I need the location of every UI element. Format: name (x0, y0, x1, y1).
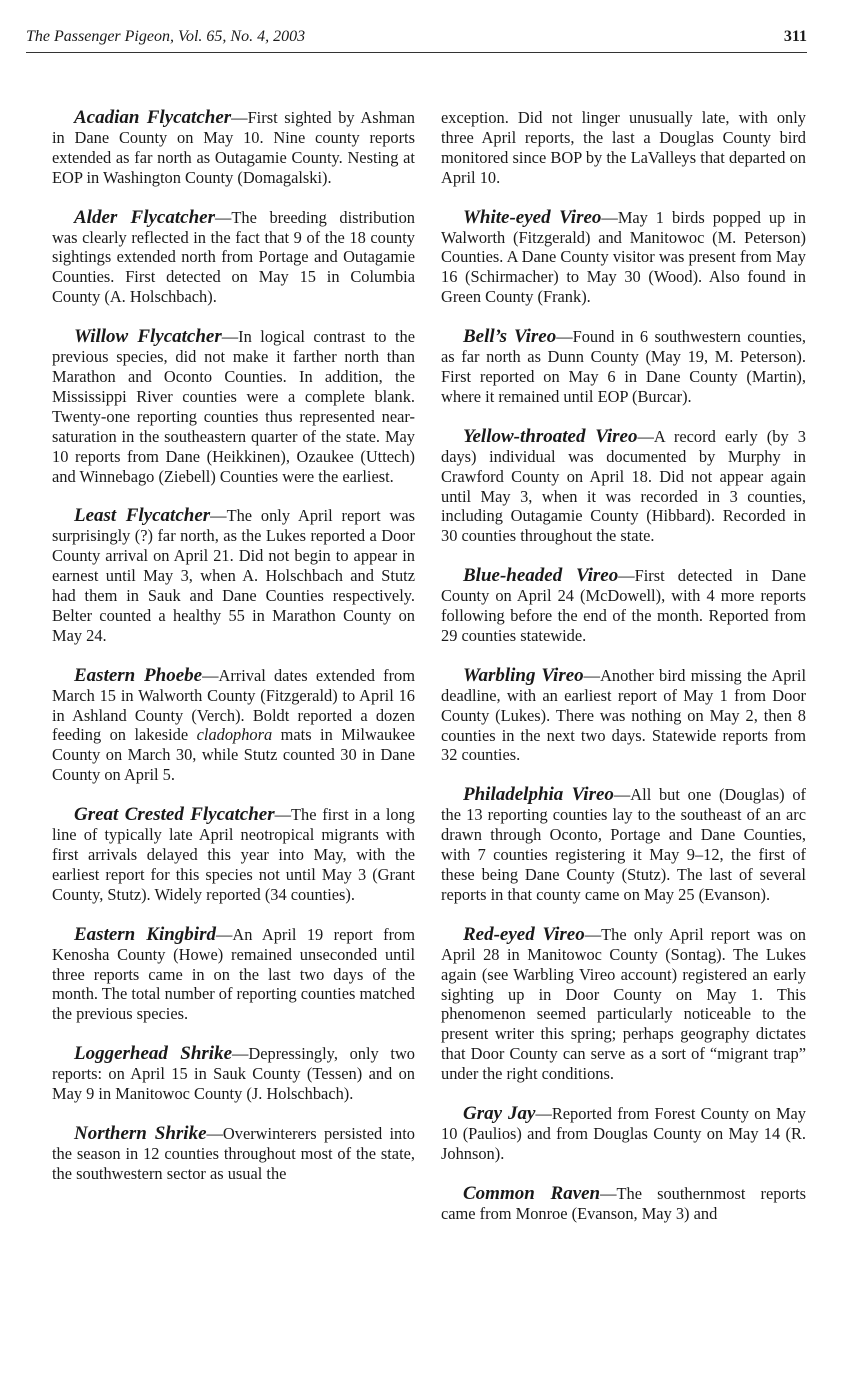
species-account (52, 666, 415, 785)
account-text: Found in 6 southwestern counties, as far north as Dunn County (May 19, M. Peterson). First reported on May 6 in Dane County (Martin), where it remained until EOP (Burcar). (441, 327, 806, 406)
species-account (441, 1104, 806, 1164)
em-dash: — (584, 924, 602, 944)
species-account (441, 427, 806, 546)
account-text: An April 19 report from Kenosha County (Howe) remained unseconded until three reports came in on the last two days of the month. The total number of reporting counties matched the previous species. (52, 924, 415, 1024)
account-text: The only April report was surprisingly (?) far north, as the Lukes reported a Door County arrival on April 21. Did not begin to appear in earnest until May 3, when A. Holschbach and Stutz had them in Sauk and Dane Counties respectively. Belter counted a healthy 55 in Marathon County on May 24. (52, 506, 415, 645)
species-account (441, 1184, 806, 1224)
species-account (52, 108, 415, 188)
em-dash: — (210, 506, 227, 526)
em-dash: — (556, 327, 573, 347)
species-account (52, 327, 415, 486)
species-name: Blue-headed Vireo (463, 565, 619, 587)
species-name: Common Raven (463, 1182, 601, 1204)
account-text: The southernmost reports came from Monroe (Evanson, May 3) and (441, 1183, 806, 1223)
species-account (441, 208, 806, 308)
species-name: Gray Jay (463, 1103, 536, 1125)
em-dash: — (202, 665, 219, 685)
em-dash: — (231, 108, 248, 127)
em-dash: — (206, 1123, 223, 1143)
species-account (52, 208, 415, 308)
em-dash: — (618, 566, 635, 586)
species-name: Alder Flycatcher (74, 206, 215, 228)
page-number: 311 (783, 28, 807, 45)
species-account (52, 925, 415, 1025)
species-account (441, 785, 806, 904)
em-dash: — (535, 1104, 552, 1124)
species-name: Least Flycatcher (74, 505, 211, 527)
species-name: Red-eyed Vireo (463, 923, 585, 945)
species-name: Eastern Phoebe (74, 664, 203, 686)
account-text: A record early (by 3 days) individual was documented by Murphy in Crawford County on April 18. Did not appear again until May 3, when it was recorded in 3 counties, including Outagamie County (Hibbard). Recorded in 30 counties throughout the state. (441, 426, 806, 546)
species-name: Willow Flycatcher (74, 326, 222, 348)
species-name: Philadelphia Vireo (463, 784, 614, 806)
species-account (52, 1044, 415, 1104)
right-column (441, 108, 806, 1244)
left-column (52, 108, 415, 1204)
species-account (441, 327, 806, 407)
account-text: Depressingly, only two reports: on April 15 in Sauk County (Tessen) and on May 9 in Manitowoc County (J. Holschbach). (52, 1044, 415, 1104)
account-text: Arrival dates extended from March 15 in Walworth County (Fitzgerald) to April 16 in Ashland County (Verch). Boldt reported a dozen feeding on lakeside (52, 665, 415, 745)
species-account (441, 666, 806, 766)
em-dash: — (583, 665, 601, 685)
account-text: The breeding distribution was clearly reflected in the fact that 9 of the 18 county sightings extended north from Portage and Outagamie Counties. First detected on May 15 in Columbia County (A. Holschbach). (52, 207, 415, 307)
em-dash: — (221, 327, 239, 347)
header-rule (26, 52, 807, 53)
account-text: All but one (Douglas) of the 13 reporting counties lay to the southeast of an arc drawn through Oconto, Portage and Dane Counties, with 7 counties registering it May 9–12, the first of these being Dane County (Stutz). The last of several reports in that county came on May 25 (Evanson). (441, 785, 806, 904)
account-text: In logical contrast to the previous species, did not make it farther north than Marathon and Oconto Counties. In addition, the Mississippi River counties were a complete blank. Twenty-one reporting counties thus represented near-saturation in the southeastern quarter of the state. May 10 reports from Dane (Heikkinen), Ozaukee (Uttech) and Winnebago (Ziebell) Counties were the earliest. (52, 327, 415, 486)
species-name: Acadian Flycatcher (74, 107, 232, 128)
account-text: Overwinterers persisted into the season in 12 counties throughout most of the state, the southwestern sector as usual the (52, 1123, 415, 1183)
species-account (52, 506, 415, 645)
em-dash: — (215, 924, 233, 944)
em-dash: — (613, 785, 631, 805)
account-text: May 1 birds popped up in Walworth (Fitzgerald) and Manitowoc (M. Peterson) Counties. A Dane County visitor was present from May 16 (Schirmacher) to May 30 (Wood). Also found in Green County (Frank). (441, 207, 806, 307)
species-name: Northern Shrike (74, 1122, 207, 1144)
continued-text: exception. Did not linger unusually late, with only three April reports, the last a Douglas County bird monitored since BOP by the LaValleys that departed on April 10. (441, 108, 806, 187)
species-account (441, 566, 806, 646)
em-dash: — (601, 207, 618, 227)
journal-title: The Passenger Pigeon, Vol. 65, No. 4, 2003 (26, 28, 306, 45)
em-dash: — (637, 426, 654, 446)
species-account (441, 925, 806, 1084)
account-text: The only April report was on April 28 in Manitowoc County (Sontag). The Lukes again (see Warbling Vireo account) registered an early sighting up in Door County on May 1. This phenomenon seemed particularly noticeable to the present writer this spring; perhaps geography dictates that Door County can serve as a sort of “migrant trap” under the right conditions. (441, 924, 806, 1084)
species-account (52, 805, 415, 905)
account-text: First sighted by Ashman in Dane County on May 10. Nine county reports extended as far north as Outagamie County. Nesting at EOP in Washington County (Domagalski). (52, 108, 415, 187)
account-text: Reported from Forest County on May 10 (Paulios) and from Douglas County on May 14 (R. Johnson). (441, 1104, 807, 1163)
species-name: Yellow-throated Vireo (463, 425, 638, 447)
account-text: mats in Milwaukee County on March 30, while Stutz counted 30 in Dane County on April 5. (52, 725, 415, 785)
species-account (52, 1124, 415, 1184)
account-text: Another bird missing the April deadline, with an earliest report of May 1 from Door County (Lukes). There was nothing on May 2, then 8 counties in the next two days. Statewide reports from 32 counties. (441, 665, 806, 765)
species-name: Loggerhead Shrike (74, 1043, 232, 1065)
em-dash: — (232, 1044, 249, 1064)
species-name: Warbling Vireo (463, 664, 584, 686)
running-header (26, 28, 807, 52)
species-name: White-eyed Vireo (463, 206, 602, 228)
em-dash: — (600, 1183, 617, 1203)
species-name: Eastern Kingbird (74, 923, 216, 945)
account-text: First detected in Dane County on April 24 (McDowell), with 4 more reports following before the end of the month. Reported from 29 counties statewide. (441, 566, 806, 645)
em-dash: — (274, 805, 292, 825)
species-name: Bell’s Vireo (463, 326, 557, 348)
account-text: The first in a long line of typically late April neotropical migrants with first arrivals delayed this year into May, with the earliest report for this species not until May 3 (Grant County, Stutz). Widely reported (34 counties). (52, 805, 415, 904)
em-dash: — (214, 207, 232, 227)
species-name: Great Crested Flycatcher (74, 804, 275, 826)
italic-term: cladophora (196, 725, 273, 745)
